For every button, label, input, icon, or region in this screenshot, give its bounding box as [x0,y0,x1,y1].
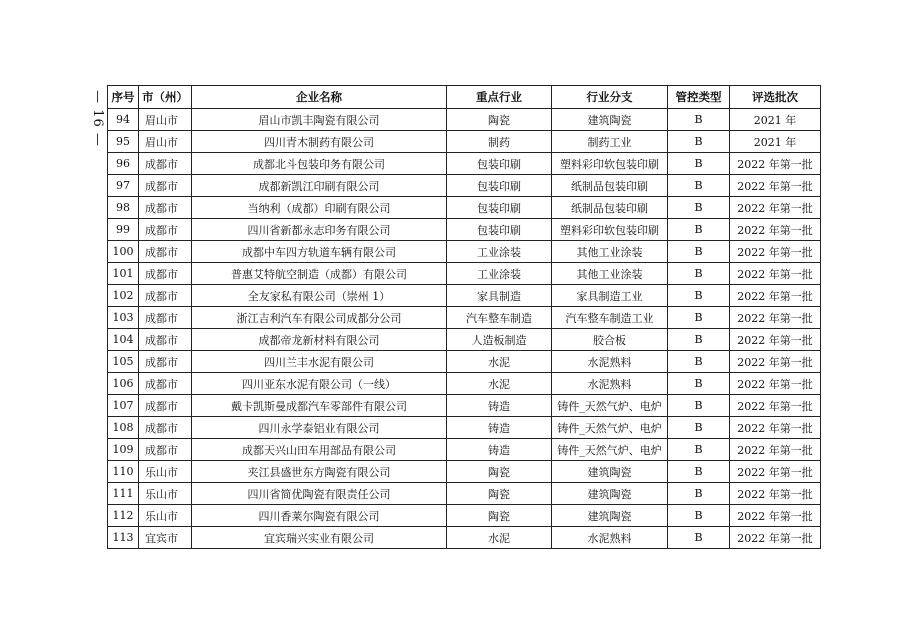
header-col-control-type: 管控类型 [668,86,730,109]
table-row [108,109,821,131]
cell-col-city: 成都市 [139,285,192,307]
cell-col-industry: 制药 [447,131,552,153]
cell-col-branch: 纸制品包装印刷 [552,197,668,219]
cell-col-control-type: B [668,153,730,175]
table-row [108,241,821,263]
cell-col-company: 四川省新都永志印务有限公司 [192,219,447,241]
cell-col-control-type: B [668,439,730,461]
cell-col-company: 眉山市凯丰陶瓷有限公司 [192,109,447,131]
table-row [108,219,821,241]
cell-col-city: 眉山市 [139,131,192,153]
cell-col-industry: 包装印刷 [447,175,552,197]
cell-col-industry: 包装印刷 [447,153,552,175]
cell-col-batch: 2022 年第一批 [730,505,821,527]
table-row [108,461,821,483]
cell-col-company: 成都天兴山田车用部品有限公司 [192,439,447,461]
cell-col-industry: 水泥 [447,373,552,395]
cell-col-branch: 水泥熟料 [552,351,668,373]
cell-col-control-type: B [668,483,730,505]
cell-col-control-type: B [668,307,730,329]
cell-col-industry: 陶瓷 [447,505,552,527]
cell-col-branch: 铸件_天然气炉、电炉 [552,439,668,461]
header-col-index: 序号 [108,86,139,109]
cell-col-index: 102 [108,285,139,307]
cell-col-batch: 2022 年第一批 [730,219,821,241]
cell-col-company: 四川青木制药有限公司 [192,131,447,153]
cell-col-control-type: B [668,241,730,263]
cell-col-industry: 铸造 [447,417,552,439]
cell-col-company: 宜宾瑞兴实业有限公司 [192,527,447,549]
cell-col-control-type: B [668,395,730,417]
cell-col-index: 95 [108,131,139,153]
cell-col-index: 110 [108,461,139,483]
cell-col-control-type: B [668,219,730,241]
cell-col-city: 成都市 [139,351,192,373]
table-row [108,395,821,417]
cell-col-control-type: B [668,527,730,549]
cell-col-branch: 纸制品包装印刷 [552,175,668,197]
table-row [108,307,821,329]
cell-col-city: 成都市 [139,373,192,395]
table-row [108,439,821,461]
header-col-company: 企业名称 [192,86,447,109]
cell-col-batch: 2022 年第一批 [730,395,821,417]
cell-col-city: 乐山市 [139,483,192,505]
table-row [108,175,821,197]
cell-col-index: 103 [108,307,139,329]
cell-col-city: 成都市 [139,395,192,417]
cell-col-index: 104 [108,329,139,351]
cell-col-company: 夹江县盛世东方陶瓷有限公司 [192,461,447,483]
cell-col-company: 成都帝龙新材料有限公司 [192,329,447,351]
cell-col-index: 101 [108,263,139,285]
cell-col-index: 107 [108,395,139,417]
cell-col-city: 成都市 [139,329,192,351]
cell-col-company: 四川香莱尔陶瓷有限公司 [192,505,447,527]
cell-col-batch: 2022 年第一批 [730,263,821,285]
cell-col-company: 浙江吉利汽车有限公司成都分公司 [192,307,447,329]
cell-col-index: 112 [108,505,139,527]
cell-col-control-type: B [668,175,730,197]
table-row [108,329,821,351]
cell-col-city: 成都市 [139,153,192,175]
cell-col-batch: 2022 年第一批 [730,439,821,461]
cell-col-index: 97 [108,175,139,197]
cell-col-batch: 2022 年第一批 [730,175,821,197]
cell-col-control-type: B [668,329,730,351]
cell-col-control-type: B [668,263,730,285]
cell-col-control-type: B [668,109,730,131]
cell-col-branch: 其他工业涂装 [552,241,668,263]
cell-col-company: 四川省简优陶瓷有限责任公司 [192,483,447,505]
cell-col-industry: 工业涂装 [447,241,552,263]
cell-col-company: 成都新凯江印刷有限公司 [192,175,447,197]
cell-col-control-type: B [668,131,730,153]
cell-col-index: 98 [108,197,139,219]
cell-col-batch: 2022 年第一批 [730,285,821,307]
cell-col-company: 普惠艾特航空制造（成都）有限公司 [192,263,447,285]
cell-col-city: 眉山市 [139,109,192,131]
table-row [108,263,821,285]
cell-col-industry: 水泥 [447,527,552,549]
cell-col-branch: 建筑陶瓷 [552,109,668,131]
cell-col-index: 96 [108,153,139,175]
cell-col-index: 105 [108,351,139,373]
cell-col-city: 乐山市 [139,505,192,527]
cell-col-city: 成都市 [139,241,192,263]
cell-col-branch: 建筑陶瓷 [552,461,668,483]
cell-col-batch: 2022 年第一批 [730,417,821,439]
table-row [108,351,821,373]
cell-col-city: 成都市 [139,219,192,241]
cell-col-industry: 铸造 [447,395,552,417]
cell-col-company: 四川亚东水泥有限公司（一线） [192,373,447,395]
cell-col-industry: 包装印刷 [447,197,552,219]
cell-col-control-type: B [668,351,730,373]
cell-col-branch: 汽车整车制造工业 [552,307,668,329]
cell-col-company: 四川兰丰水泥有限公司 [192,351,447,373]
cell-col-industry: 家具制造 [447,285,552,307]
cell-col-company: 戴卡凯斯曼成都汽车零部件有限公司 [192,395,447,417]
header-col-branch: 行业分支 [552,86,668,109]
cell-col-industry: 水泥 [447,351,552,373]
cell-col-batch: 2022 年第一批 [730,307,821,329]
cell-col-industry: 陶瓷 [447,109,552,131]
cell-col-index: 99 [108,219,139,241]
cell-col-index: 111 [108,483,139,505]
table-header-row [108,86,821,109]
cell-col-batch: 2022 年第一批 [730,351,821,373]
table-row [108,527,821,549]
cell-col-city: 成都市 [139,175,192,197]
cell-col-city: 宜宾市 [139,527,192,549]
cell-col-industry: 工业涂装 [447,263,552,285]
cell-col-city: 成都市 [139,439,192,461]
cell-col-city: 成都市 [139,263,192,285]
header-col-industry: 重点行业 [447,86,552,109]
cell-col-branch: 建筑陶瓷 [552,483,668,505]
cell-col-industry: 人造板制造 [447,329,552,351]
cell-col-city: 成都市 [139,307,192,329]
cell-col-batch: 2022 年第一批 [730,153,821,175]
cell-col-branch: 铸件_天然气炉、电炉 [552,417,668,439]
cell-col-index: 109 [108,439,139,461]
cell-col-branch: 胶合板 [552,329,668,351]
cell-col-batch: 2022 年第一批 [730,241,821,263]
page-number-text: — 16 — [89,89,105,147]
table-row [108,483,821,505]
table-row [108,285,821,307]
cell-col-city: 乐山市 [139,461,192,483]
cell-col-index: 106 [108,373,139,395]
table-row [108,417,821,439]
cell-col-branch: 塑料彩印软包装印刷 [552,219,668,241]
cell-col-batch: 2022 年第一批 [730,527,821,549]
table-body [108,109,821,549]
cell-col-company: 成都中车四方轨道车辆有限公司 [192,241,447,263]
cell-col-company: 四川永学泰铝业有限公司 [192,417,447,439]
cell-col-industry: 铸造 [447,439,552,461]
cell-col-batch: 2021 年 [730,109,821,131]
table-row [108,373,821,395]
cell-col-branch: 水泥熟料 [552,527,668,549]
cell-col-batch: 2022 年第一批 [730,197,821,219]
table-row [108,131,821,153]
cell-col-city: 成都市 [139,197,192,219]
cell-col-branch: 塑料彩印软包装印刷 [552,153,668,175]
cell-col-branch: 家具制造工业 [552,285,668,307]
cell-col-city: 成都市 [139,417,192,439]
cell-col-branch: 制药工业 [552,131,668,153]
cell-col-branch: 铸件_天然气炉、电炉 [552,395,668,417]
cell-col-batch: 2022 年第一批 [730,461,821,483]
cell-col-control-type: B [668,285,730,307]
cell-col-industry: 汽车整车制造 [447,307,552,329]
cell-col-industry: 陶瓷 [447,461,552,483]
cell-col-control-type: B [668,505,730,527]
cell-col-control-type: B [668,197,730,219]
table-row [108,153,821,175]
cell-col-batch: 2022 年第一批 [730,329,821,351]
header-col-city: 市（州） [139,86,192,109]
cell-col-index: 100 [108,241,139,263]
cell-col-branch: 水泥熟料 [552,373,668,395]
cell-col-company: 成都北斗包装印务有限公司 [192,153,447,175]
table-row [108,197,821,219]
cell-col-batch: 2022 年第一批 [730,483,821,505]
header-col-batch: 评选批次 [730,86,821,109]
cell-col-control-type: B [668,461,730,483]
cell-col-index: 94 [108,109,139,131]
cell-col-company: 当纳利（成都）印刷有限公司 [192,197,447,219]
table-row [108,505,821,527]
cell-col-branch: 其他工业涂装 [552,263,668,285]
cell-col-index: 113 [108,527,139,549]
enterprise-table [107,85,821,549]
cell-col-branch: 建筑陶瓷 [552,505,668,527]
cell-col-industry: 陶瓷 [447,483,552,505]
cell-col-index: 108 [108,417,139,439]
cell-col-batch: 2021 年 [730,131,821,153]
cell-col-control-type: B [668,373,730,395]
cell-col-control-type: B [668,417,730,439]
cell-col-company: 全友家私有限公司（崇州 1） [192,285,447,307]
cell-col-industry: 包装印刷 [447,219,552,241]
cell-col-batch: 2022 年第一批 [730,373,821,395]
